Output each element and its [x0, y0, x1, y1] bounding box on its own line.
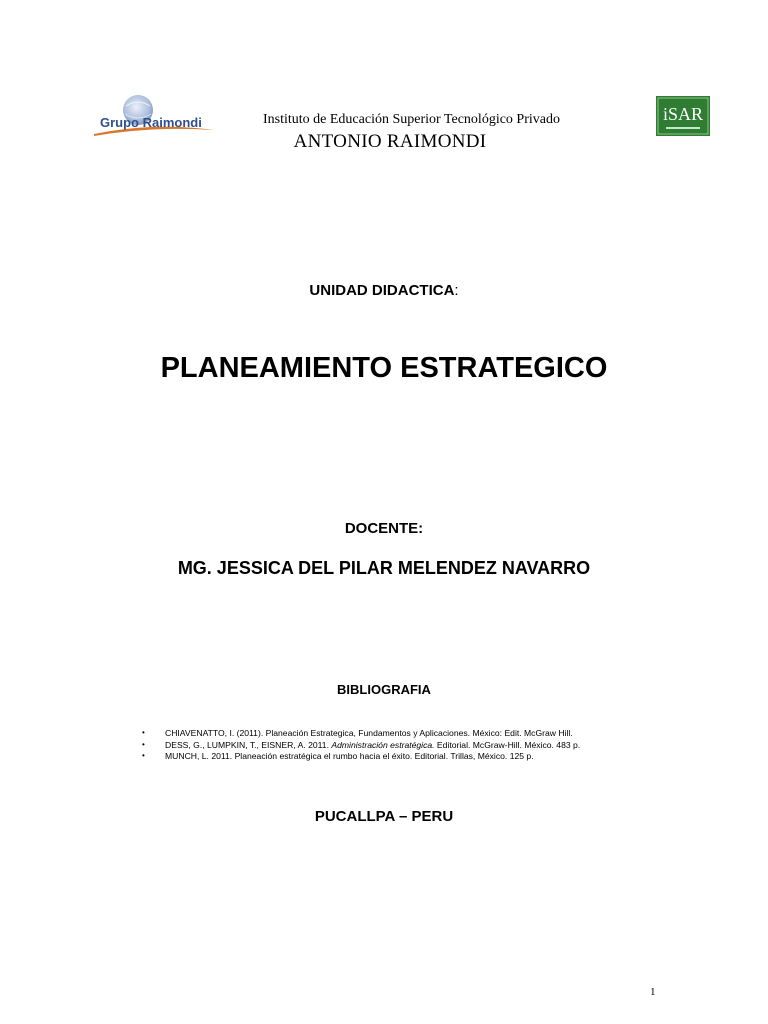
teacher-name: MG. JESSICA DEL PILAR MELENDEZ NAVARRO [177, 558, 591, 578]
institute-name: ANTONIO RAIMONDI [293, 131, 487, 152]
bullet-icon: • [142, 751, 145, 760]
place-label: PUCALLPA – PERU [314, 808, 454, 825]
unit-label-text: UNIDAD DIDACTICA [309, 282, 455, 299]
page-number: 1 [650, 986, 656, 998]
bibliography-item-text: DESS, G., LUMPKIN, T., EISNER, A. 2011. [165, 739, 332, 750]
course-title: PLANEAMIENTO ESTRATEGICO [160, 352, 608, 384]
bibliography-item [142, 728, 662, 739]
institute-line: Instituto de Educación Superior Tecnológico Privado [263, 112, 560, 127]
logo-right-text: iSAR [662, 104, 704, 124]
bibliography-list [142, 728, 662, 763]
bibliography-item-text: MUNCH, L. 2011. Planeación estratégica el rumbo hacia el éxito. Editorial. Trillas, México. 125 p. [165, 751, 534, 761]
bibliography-item-text: CHIAVENATTO, I. (2011). Planeación Estrategica, Fundamentos y Aplicaciones. México: Edit. McGraw Hill. [165, 728, 573, 738]
unit-label [0, 282, 768, 299]
logo-left-text: Grupo Raimondi [100, 115, 202, 130]
bibliography-item [142, 751, 662, 762]
bullet-icon: • [142, 739, 145, 749]
bibliography-heading: BIBLIOGRAFIA [337, 682, 431, 697]
unit-label-colon: : [454, 282, 459, 299]
bibliography-item-text-after: Editorial. McGraw-Hill. México. 483 p. [434, 739, 581, 750]
bibliography-item-italic: Administración estratégica. [331, 739, 435, 750]
bullet-icon: • [142, 728, 145, 737]
bibliography-item [142, 740, 662, 751]
teacher-label: DOCENTE: [344, 520, 424, 537]
